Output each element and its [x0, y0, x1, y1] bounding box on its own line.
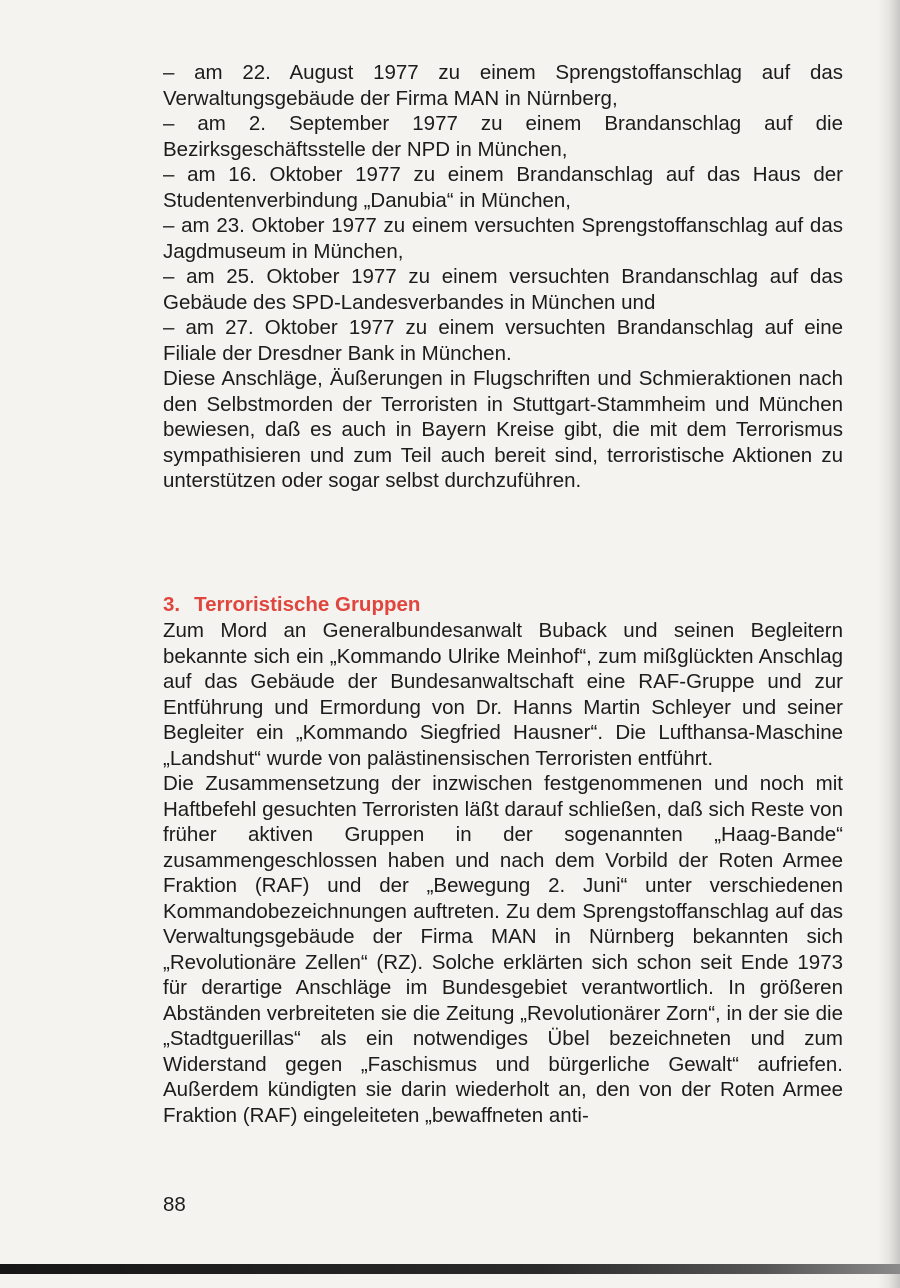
list-item: – am 16. Oktober 1977 zu einem Brandanschlag auf das Haus der Studentenverbindung „Danubia“ in München,	[163, 163, 843, 212]
list-item: – am 22. August 1977 zu einem Sprengstoffanschlag auf das Verwaltungsgebäude der Firma MAN in Nürnberg,	[163, 61, 843, 110]
page-edge-shadow	[878, 0, 900, 1288]
section-body	[163, 618, 843, 1128]
body-paragraph: Die Zusammensetzung der inzwischen festgenommenen und noch mit Haftbefehl gesuchten Terroristen läßt darauf schließen, daß sich Reste von früher aktiven Gruppen in der sogenannten „Haag-Bande“ zusammengeschlossen haben und nach dem Vorbild der Roten Armee Fraktion (RAF) und der „Bewegung 2. Juni“ unter verschiedenen Kommandobezeichnungen auftreten. Zu dem Sprengstoffanschlag auf das Verwaltungsgebäude der Firma MAN in Nürnberg bekannten sich „Revolutionäre Zellen“ (RZ). Solche erklärten sich schon seit Ende 1973 für derartige Anschläge im Bundesgebiet verantwortlich. In größeren Abständen verbreiteten sie die Zeitung „Revolutionärer Zorn“, in der sie die „Stadtguerillas“ als ein notwendiges Übel bezeichneten und zum Widerstand gegen „Faschismus und bürgerliche Gewalt“ aufriefen. Außerdem kündigten sie darin wiederholt an, den von der Roten Armee Fraktion (RAF) eingeleiteten „bewaffneten anti-	[163, 772, 843, 1127]
list-item: – am 27. Oktober 1977 zu einem versuchten Brandanschlag auf eine Filiale der Dresdner Bank in München.	[163, 316, 843, 365]
body-paragraph: Zum Mord an Generalbundesanwalt Buback und seinen Begleitern bekannte sich ein „Kommando Ulrike Meinhof“, zum mißglückten Anschlag auf das Gebäude der Bundesanwaltschaft eine RAF-Gruppe und zur Entführung und Ermordung von Dr. Hanns Martin Schleyer und seiner Begleiter ein „Kommando Siegfried Hausner“. Die Lufthansa-Maschine „Landshut“ wurde von palästinensischen Terroristen entführt.	[163, 619, 843, 770]
section-number: 3.	[163, 593, 181, 616]
list-item: – am 2. September 1977 zu einem Brandanschlag auf die Bezirksgeschäftsstelle der NPD in München,	[163, 112, 843, 161]
intro-paragraph: Diese Anschläge, Äußerungen in Flugschriften und Schmieraktionen nach den Selbstmorden der Terroristen in Stuttgart-Stammheim und München bewiesen, daß es auch in Bayern Kreise gibt, die mit dem Terrorismus sympathisieren und zum Teil auch bereit sind, terroristische Aktionen zu unterstützen oder sogar selbst durchzuführen.	[163, 367, 843, 492]
list-item: – am 25. Oktober 1977 zu einem versuchten Brandanschlag auf das Gebäude des SPD-Landesverbandes in München und	[163, 265, 843, 314]
page-number: 88	[163, 1193, 186, 1216]
list-item: – am 23. Oktober 1977 zu einem versuchten Sprengstoffanschlag auf das Jagdmuseum in München,	[163, 214, 843, 263]
section-heading	[163, 592, 420, 618]
section-title: Terroristische Gruppen	[194, 593, 421, 616]
incident-list	[163, 60, 843, 494]
scan-bottom-edge	[0, 1264, 900, 1274]
